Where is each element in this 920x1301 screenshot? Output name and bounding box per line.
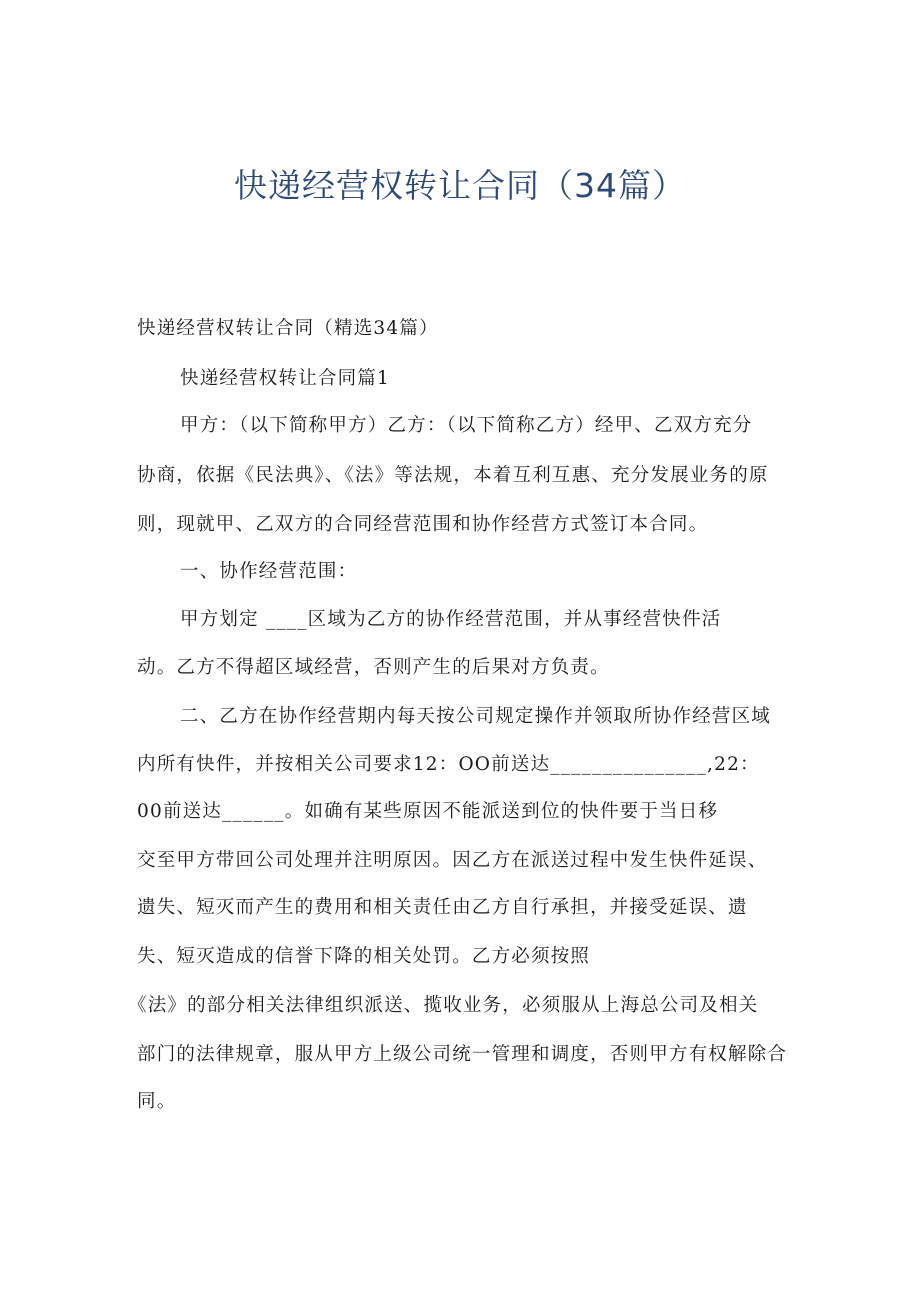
- clause-heading: 一、协作经营范围：: [180, 561, 358, 582]
- paragraph-line: 部门的法律规章，服从甲方上级公司统一管理和调度，否则甲方有权解除合: [137, 1044, 788, 1065]
- paragraph-line: 遗失、短灭而产生的费用和相关责任由乙方自行承担，并接受延误、遗: [137, 897, 748, 918]
- paragraph-line: 《法》的部分相关法律组织派送、揽收业务，必须服从上海总公司及相关: [128, 995, 759, 1016]
- paragraph-line: 二、乙方在协作经营期内每天按公司规定操作并领取所协作经营区域: [180, 706, 772, 727]
- paragraph-line: 动。乙方不得超区域经营，否则产生的后果对方负责。: [137, 657, 610, 678]
- paragraph-line: 内所有快件，并按相关公司要求12：OO前送达_______________,22：: [137, 754, 760, 775]
- paragraph-line: 同。: [137, 1091, 177, 1112]
- document-title: 快递经营权转让合同（34篇）: [234, 166, 686, 205]
- paragraph-line: 则，现就甲、乙双方的合同经营范围和协作经营方式签订本合同。: [137, 514, 709, 535]
- paragraph-line: 00前送达______。如确有某些原因不能派送到位的快件要于当日移: [137, 801, 719, 822]
- paragraph-line: 协商，依据《民法典》、《法》等法规，本着互利互惠、充分发展业务的原: [137, 465, 769, 486]
- document-subtitle: 快递经营权转让合同（精选34篇）: [137, 318, 439, 339]
- paragraph-line: 甲方：（以下简称甲方）乙方：（以下简称乙方）经甲、乙双方充分: [180, 415, 753, 436]
- paragraph-line: 失、短灭造成的信誉下降的相关处罚。乙方必须按照: [137, 946, 591, 967]
- section-heading: 快递经营权转让合同篇1: [180, 368, 390, 389]
- paragraph-line: 交至甲方带回公司处理并注明原因。因乙方在派送过程中发生快件延误、: [137, 850, 768, 871]
- paragraph-line: 甲方划定 ____区域为乙方的协作经营范围，并从事经营快件活: [180, 609, 722, 630]
